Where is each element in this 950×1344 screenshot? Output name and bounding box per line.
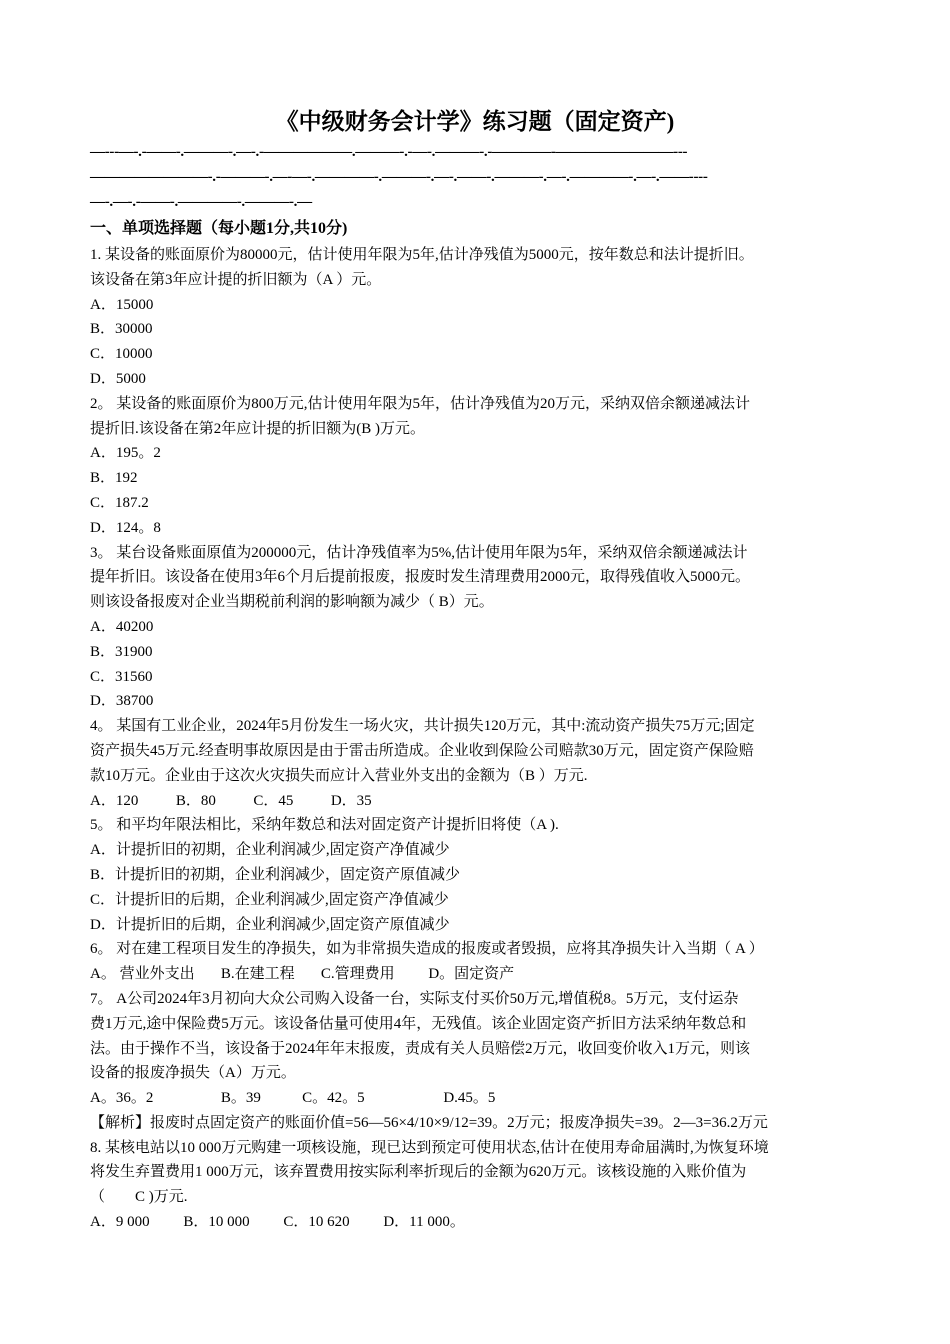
question-text: 2。 某设备的账面原价为800万元,估计使用年限为5年，估计净残值为20万元，采纳双倍余额递减法计 [90, 395, 751, 412]
option-a: A．195。2 [90, 445, 161, 462]
question-5 [90, 813, 860, 937]
option-b: B．计提折旧的初期，企业利润减少，固定资产原值减少 [90, 866, 461, 883]
options-row: A．9 000 B．10 000 C．10 620 D．11 000。 [90, 1214, 465, 1231]
question-8 [90, 1136, 860, 1235]
option-b: B．31900 [90, 643, 153, 660]
question-text: 法。由于操作不当，该设备于2024年年末报废，责成有关人员赔偿2万元，收回变价收入1万元，则该 [90, 1040, 751, 1057]
option-d: D．5000 [90, 370, 146, 387]
question-1 [90, 243, 860, 392]
question-text: （ C )万元. [90, 1189, 188, 1206]
question-4 [90, 714, 860, 813]
question-text: 6。 对在建工程项目发生的净损失，如为非常损失造成的报废或者毁损，应将其净损失计入当期（ A ） [90, 941, 764, 958]
separator-line: ————————-.-———-.—-—-.————-.———-.—-.——-.———-.—-.————-.—-.——---- [90, 169, 708, 185]
question-text: 8. 某核电站以10 000万元购建一项核设施，现已达到预定可使用状态,估计在使用寿命届满时,为恢复环境 [90, 1139, 769, 1156]
option-b: B．192 [90, 470, 138, 487]
question-3 [90, 541, 860, 715]
option-d: D．计提折旧的后期，企业利润减少,固定资产原值减少 [90, 916, 450, 933]
options-row: A。 营业外支出 B.在建工程 C.管理费用 D。固定资产 [90, 966, 515, 983]
question-text: 该设备在第3年应计提的折旧额为（A ）元。 [90, 271, 382, 288]
option-a: A．15000 [90, 296, 154, 313]
question-text: 5。 和平均年限法相比，采纳年数总和法对固定资产计提折旧将使（A ). [90, 817, 559, 834]
question-text: 资产损失45万元.经查明事故原因是由于雷击所造成。企业收到保险公司赔款30万元，固定资产保险赔 [90, 742, 754, 759]
question-text: 设备的报废净损失（A）万元。 [90, 1065, 296, 1082]
question-2 [90, 392, 860, 541]
option-c: C．31560 [90, 668, 153, 685]
option-d: D．124。8 [90, 519, 161, 536]
question-7 [90, 987, 860, 1136]
question-text: 3。 某台设备账面原值为200000元，估计净残值率为5%,估计使用年限为5年，采纳双倍余额递减法计 [90, 544, 748, 561]
option-a: A．40200 [90, 618, 154, 635]
question-text: 7。 A公司2024年3月初向大众公司购入设备一台，实际支付买价50万元,增值税8。5万元，支付运杂 [90, 990, 739, 1007]
question-text: 则该设备报废对企业当期税前利润的影响额为减少（ B）元。 [90, 594, 494, 611]
option-d: D．38700 [90, 693, 154, 710]
option-c: C．187.2 [90, 494, 149, 511]
option-a: A．计提折旧的初期，企业利润减少,固定资产净值减少 [90, 842, 450, 859]
options-row: A。36。2 B。39 C。42。5 D.45。5 [90, 1090, 496, 1107]
option-b: B．30000 [90, 321, 153, 338]
question-6 [90, 937, 860, 987]
question-text: 费1万元,途中保险费5万元。该设备估量可使用4年，无残值。该企业固定资产折旧方法采纳年数总和 [90, 1015, 747, 1032]
separator-line: —-.—-.-——-.————-.———-.— [90, 194, 312, 210]
section-heading: 一、单项选择题（每小题1分,共10分) [90, 220, 348, 237]
question-text: 将发生弃置费用1 000万元，该弃置费用按实际利率折现后的金额为620万元。该核设施的入账价值为 [90, 1164, 747, 1181]
question-text: 提年折旧。该设备在使用3年6个月后提前报废，报废时发生清理费用2000元，取得残值收入5000元。 [90, 569, 751, 586]
question-text: 款10万元。企业由于这次火灾损失而应计入营业外支出的金额为（B ）万元. [90, 767, 588, 784]
document-title: 《中级财务会计学》练习题（固定资产) [275, 109, 675, 134]
option-c: C．10000 [90, 346, 153, 363]
analysis-text: 【解析】报废时点固定资产的账面价值=56—56×4/10×9/12=39。2万元；报废净损失=39。2—3=36.2万元 [90, 1114, 768, 1131]
question-text: 4。 某国有工业企业，2024年5月份发生一场火灾，共计损失120万元，其中:流动资产损失75万元;固定 [90, 718, 755, 735]
question-text: 提折旧.该设备在第2年应计提的折旧额为(B )万元。 [90, 420, 425, 437]
separator-line: —---—-.-——-.———-.—-.-——————.———-.-—-.———-.-————-————————--- [90, 144, 688, 160]
option-c: C．计提折旧的后期，企业利润减少,固定资产净值减少 [90, 891, 449, 908]
question-text: 1. 某设备的账面原价为80000元，估计使用年限为5年,估计净残值为5000元，按年数总和法计提折旧。 [90, 247, 754, 263]
options-row: A．120 B．80 C．45 D．35 [90, 792, 372, 809]
